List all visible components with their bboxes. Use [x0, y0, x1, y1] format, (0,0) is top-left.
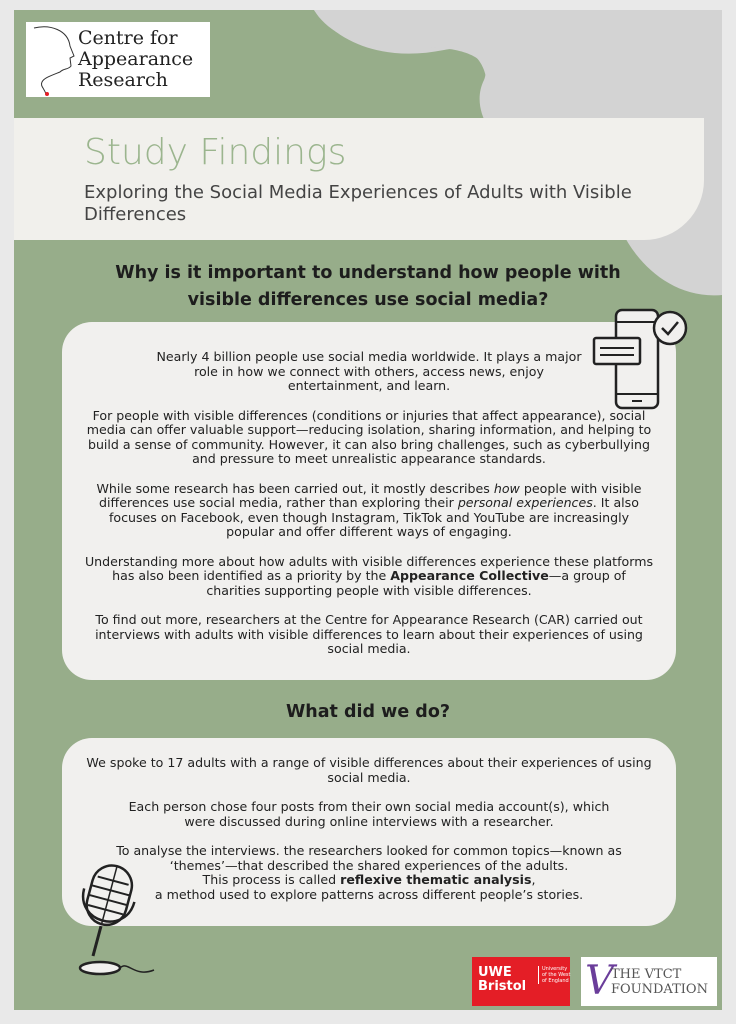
why-card — [62, 322, 676, 680]
section-heading-why — [14, 260, 722, 314]
emphasis: how — [493, 480, 520, 496]
appearance-collective: Appearance Collective — [390, 568, 549, 583]
text: , — [531, 872, 536, 887]
logo-line: Bristol — [478, 979, 527, 994]
vtct-foundation-logo — [581, 957, 717, 1006]
heading-line: visible differences use social media? — [187, 290, 549, 310]
paragraph — [62, 482, 676, 540]
vtct-mark-icon: V — [585, 958, 614, 1004]
page-subtitle: Exploring the Social Media Experiences of Adults with Visible Differences — [84, 182, 632, 225]
head-profile-icon — [30, 24, 76, 96]
text: Understanding more about how adults with visible differences experience these platforms has also been identified as a priority by the — [84, 553, 654, 583]
car-logo — [26, 22, 210, 97]
section-heading-what: What did we do? — [285, 702, 450, 722]
paragraph: Each person chose four posts from their own social media account(s), which were discussed during online interviews with a researcher. — [128, 799, 610, 829]
logo-line: UWE — [478, 965, 512, 980]
text: . It also focuses on Facebook, even though Instagram, TikTok and YouTube are increasingly popular and offer different ways of engaging. — [108, 495, 639, 539]
microphone-icon — [68, 860, 168, 980]
text: This process is called — [202, 872, 341, 887]
smartphone-check-icon — [592, 308, 692, 412]
logo-line: Appearance — [78, 48, 194, 70]
text: people with visible differences use social media, rather than exploring their — [99, 480, 642, 510]
paragraph: Nearly 4 billion people use social media worldwide. It plays a major role in how we connect with others, access news, enjoy entertainment, and learn. — [156, 349, 582, 393]
paragraph: To analyse the interviews. the researchers looked for common topics—known as ‘themes’—that described the shared experiences of the adults. — [116, 843, 622, 873]
logo-line: FOUNDATION — [611, 982, 708, 997]
paragraph — [62, 555, 676, 599]
logo-line: Research — [78, 69, 168, 91]
heading-line: Why is it important to understand how people with — [115, 263, 621, 283]
poster — [14, 10, 722, 1010]
paragraph: For people with visible differences (conditions or injuries that affect appearance), social media can offer valuable support—reducing isolation, sharing information, and helping to build a sense of community. However, it can also bring challenges, such as cyberbullying and pressure to meet unrealistic appearance standards. — [86, 407, 652, 466]
paragraph: To find out more, researchers at the Centre for Appearance Research (CAR) carried out interviews with adults with visible differences to learn about their experiences of using social media. — [95, 612, 643, 656]
uwe-bristol-logo — [472, 957, 570, 1006]
page-title: Study Findings — [84, 132, 347, 173]
paragraph: We spoke to 17 adults with a range of visible differences about their experiences of using social media. — [86, 755, 652, 785]
logo-subtext: University of the West of England — [538, 966, 572, 984]
logo-line: Centre for — [78, 27, 178, 49]
text: While some research has been carried out, it mostly describes — [96, 480, 494, 496]
logo-line: THE VTCT — [611, 967, 682, 982]
paragraph: a method used to explore patterns across different people’s stories. — [154, 886, 584, 902]
emphasis: personal experiences — [457, 495, 593, 510]
text: —a group of charities supporting people with visible differences. — [206, 568, 626, 598]
method-name: reflexive thematic analysis — [340, 872, 532, 887]
